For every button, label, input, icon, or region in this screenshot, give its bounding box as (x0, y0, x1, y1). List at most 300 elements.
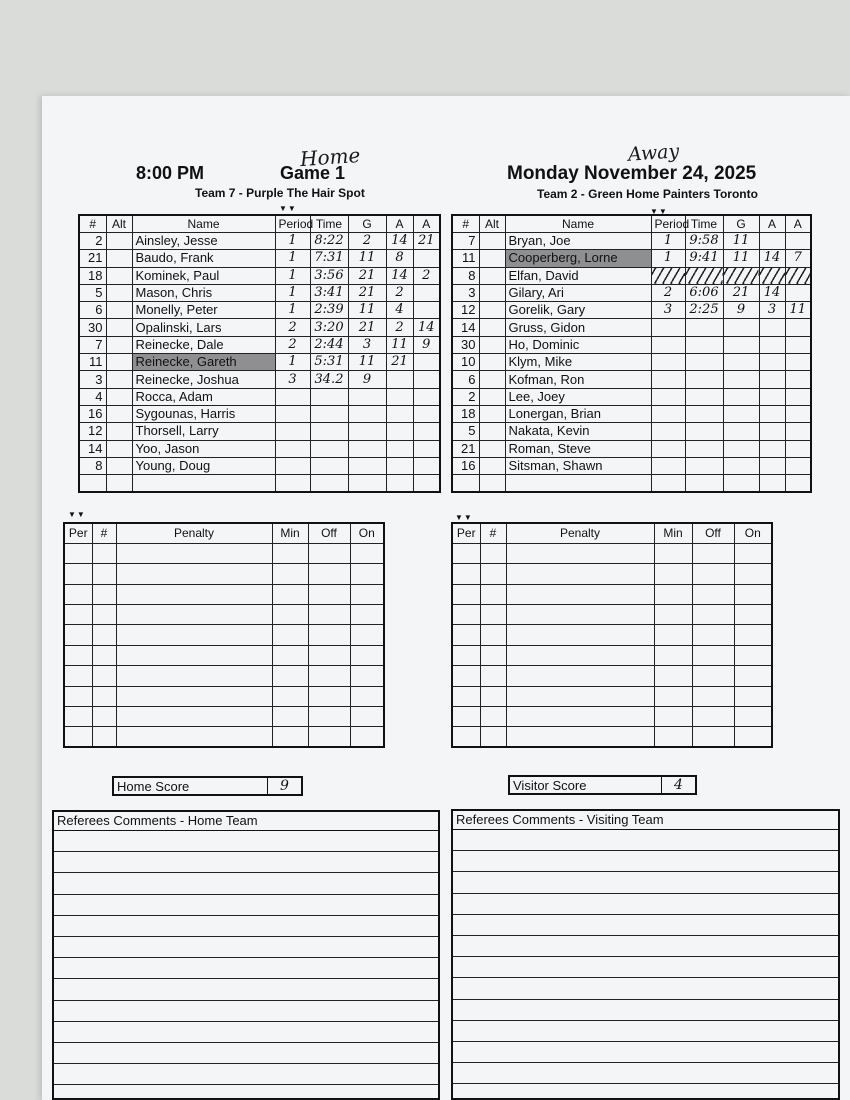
comment-line (453, 1021, 838, 1042)
goal-time (685, 440, 723, 457)
goal-a2: 21 (413, 233, 440, 250)
goal-a1: 11 (386, 336, 413, 353)
table-row (452, 233, 811, 250)
visiting-comments-box (451, 809, 840, 1100)
alt-cell (106, 284, 132, 301)
alt-cell (106, 233, 132, 250)
goal-time (310, 440, 348, 457)
goal-a2 (413, 250, 440, 267)
goal-g (723, 354, 759, 371)
column-header: Per (452, 523, 480, 543)
penalty-cell (480, 666, 506, 686)
home-penalty-table (63, 522, 385, 748)
comment-line (453, 936, 838, 957)
goal-a2 (785, 440, 811, 457)
alt-cell (479, 371, 505, 388)
penalty-cell (480, 564, 506, 584)
goal-time (685, 319, 723, 336)
column-header: # (452, 215, 479, 233)
table-row (64, 584, 384, 604)
goal-a2 (413, 284, 440, 301)
penalty-cell (308, 727, 350, 747)
goal-a1 (386, 457, 413, 474)
player-number: 5 (452, 423, 479, 440)
column-header: Alt (106, 215, 132, 233)
column-header: # (480, 523, 506, 543)
goal-period (275, 457, 310, 474)
table-row (64, 625, 384, 645)
column-header: Period (275, 215, 310, 233)
goal-a2: 2 (413, 267, 440, 284)
comment-line (54, 895, 438, 916)
alt-cell (106, 336, 132, 353)
table-row (79, 354, 440, 371)
goal-a1 (759, 423, 785, 440)
goal-period (651, 423, 685, 440)
goal-time (310, 423, 348, 440)
goal-g (723, 388, 759, 405)
table-row (452, 666, 772, 686)
penalty-cell (116, 625, 272, 645)
goal-time: 6:06 (685, 284, 723, 301)
penalty-cell (734, 727, 772, 747)
player-number: 8 (452, 267, 479, 284)
goal-g: 21 (348, 267, 386, 284)
goal-a1: 8 (386, 250, 413, 267)
penalty-cell (734, 645, 772, 665)
penalty-cell (480, 584, 506, 604)
goal-time (685, 457, 723, 474)
comment-line (453, 872, 838, 893)
table-row (452, 645, 772, 665)
goal-g (723, 371, 759, 388)
goal-g (723, 319, 759, 336)
goal-g (723, 440, 759, 457)
penalty-cell (272, 625, 308, 645)
table-row (79, 319, 440, 336)
penalty-cell (480, 605, 506, 625)
goal-time (685, 267, 723, 284)
player-number: 7 (79, 336, 106, 353)
goal-a1: 21 (386, 354, 413, 371)
game-number: Game 1 (280, 163, 346, 183)
penalty-cell (308, 584, 350, 604)
penalty-cell (350, 584, 384, 604)
table-row (79, 267, 440, 284)
goal-g: 3 (348, 336, 386, 353)
column-header: A (785, 215, 811, 233)
home-score-value: 9 (280, 778, 289, 794)
goal-period (651, 388, 685, 405)
column-header: On (734, 523, 772, 543)
penalty-cell (480, 625, 506, 645)
penalty-cell (92, 707, 116, 727)
player-number: 3 (452, 284, 479, 301)
goal-a1 (759, 233, 785, 250)
table-header-row (452, 523, 772, 543)
table-row (64, 645, 384, 665)
goal-period (651, 336, 685, 353)
alt-cell (106, 302, 132, 319)
penalty-cell (480, 707, 506, 727)
goal-period (275, 475, 310, 492)
column-header: Time (685, 215, 723, 233)
player-name: Thorsell, Larry (132, 423, 275, 440)
table-row (64, 727, 384, 747)
goal-period: 1 (275, 284, 310, 301)
goal-time (310, 457, 348, 474)
alt-cell (479, 250, 505, 267)
penalty-cell (654, 584, 692, 604)
visitor-score-value: 4 (674, 777, 683, 793)
goal-a2: 11 (785, 302, 811, 319)
goal-period (275, 423, 310, 440)
penalty-cell (350, 666, 384, 686)
comment-line (54, 1001, 438, 1022)
player-number: 6 (452, 371, 479, 388)
penalty-cell (64, 686, 92, 706)
goal-g: 9 (723, 302, 759, 319)
goal-time: 2:44 (310, 336, 348, 353)
player-name: Gorelik, Gary (505, 302, 651, 319)
penalty-cell (654, 605, 692, 625)
goal-g: 11 (348, 302, 386, 319)
alt-cell (479, 284, 505, 301)
penalty-cell (506, 584, 654, 604)
away-roster-table (451, 214, 812, 493)
column-header: Penalty (506, 523, 654, 543)
penalty-cell (506, 625, 654, 645)
goal-a1 (386, 423, 413, 440)
goal-time: 3:56 (310, 267, 348, 284)
alt-cell (479, 233, 505, 250)
table-row (79, 371, 440, 388)
table-row (79, 475, 440, 492)
goal-time: 2:39 (310, 302, 348, 319)
table-row (452, 727, 772, 747)
comment-line (54, 831, 438, 852)
penalty-cell (92, 727, 116, 747)
player-name: Klym, Mike (505, 354, 651, 371)
goal-a2 (785, 319, 811, 336)
penalty-cell (452, 605, 480, 625)
goal-g (348, 475, 386, 492)
penalty-cell (506, 605, 654, 625)
goal-time: 7:31 (310, 250, 348, 267)
comment-line (54, 1022, 438, 1043)
comment-line (453, 830, 838, 851)
goal-period: 1 (275, 233, 310, 250)
goal-time (685, 336, 723, 353)
table-row (452, 475, 811, 492)
comment-line (453, 894, 838, 915)
goal-g: 21 (723, 284, 759, 301)
table-row (452, 354, 811, 371)
penalty-cell (480, 686, 506, 706)
player-name: Monelly, Peter (132, 302, 275, 319)
alt-cell (106, 475, 132, 492)
player-number: 6 (79, 302, 106, 319)
column-header: Off (308, 523, 350, 543)
table-row (452, 457, 811, 474)
goal-period (651, 267, 685, 284)
game-date: Monday November 24, 2025 (507, 163, 757, 184)
penalty-cell (92, 666, 116, 686)
goal-a2 (785, 405, 811, 422)
penalty-cell (692, 645, 734, 665)
penalty-cell (480, 727, 506, 747)
goal-g: 2 (348, 233, 386, 250)
player-name: Young, Doug (132, 457, 275, 474)
player-name: Mason, Chris (132, 284, 275, 301)
penalty-cell (308, 707, 350, 727)
table-row (79, 440, 440, 457)
table-row (79, 457, 440, 474)
goal-a2 (785, 284, 811, 301)
penalty-cell (654, 686, 692, 706)
goal-g (348, 388, 386, 405)
player-name: Kofman, Ron (505, 371, 651, 388)
comment-line (54, 916, 438, 937)
goal-time (685, 354, 723, 371)
penalty-cell (480, 543, 506, 563)
penalty-cell (692, 625, 734, 645)
goal-time: 3:41 (310, 284, 348, 301)
player-number: 30 (452, 336, 479, 353)
penalty-cell (272, 727, 308, 747)
penalty-cell (452, 666, 480, 686)
visitor-score-label: Visitor Score (510, 777, 662, 793)
goal-a2 (413, 475, 440, 492)
goal-a1: 14 (759, 250, 785, 267)
goal-a1 (759, 371, 785, 388)
player-number: 4 (79, 388, 106, 405)
penalty-cell (692, 707, 734, 727)
penalty-cell (64, 666, 92, 686)
penalty-cell (734, 686, 772, 706)
comment-line (453, 1063, 838, 1084)
player-number: 18 (452, 405, 479, 422)
comment-line (54, 937, 438, 958)
goal-time: 2:25 (685, 302, 723, 319)
goal-time (685, 475, 723, 492)
goal-period: 3 (275, 371, 310, 388)
penalty-cell (350, 686, 384, 706)
goal-g: 11 (723, 250, 759, 267)
penalty-cell (506, 686, 654, 706)
player-name: Baudo, Frank (132, 250, 275, 267)
penalty-cell (272, 666, 308, 686)
goal-g: 11 (723, 233, 759, 250)
penalty-cell (692, 605, 734, 625)
column-header: Min (272, 523, 308, 543)
penalty-cell (452, 686, 480, 706)
penalty-cell (92, 686, 116, 706)
column-header: On (350, 523, 384, 543)
penalty-cell (92, 625, 116, 645)
penalty-cell (734, 666, 772, 686)
comment-line (453, 1000, 838, 1021)
goal-time (310, 405, 348, 422)
player-name: Ainsley, Jesse (132, 233, 275, 250)
penalty-cell (692, 543, 734, 563)
penalty-cell (452, 584, 480, 604)
column-header: Name (132, 215, 275, 233)
penalty-cell (452, 727, 480, 747)
penalty-cell (480, 645, 506, 665)
table-row (452, 564, 772, 584)
column-header: Min (654, 523, 692, 543)
player-number: 8 (79, 457, 106, 474)
penalty-cell (64, 584, 92, 604)
penalty-cell (692, 666, 734, 686)
home-comments-box (52, 810, 440, 1100)
player-name: Reinecke, Dale (132, 336, 275, 353)
penalty-cell (452, 564, 480, 584)
player-number: 3 (79, 371, 106, 388)
table-row (452, 319, 811, 336)
penalty-cell (308, 686, 350, 706)
goal-period: 1 (275, 267, 310, 284)
penalty-cell (734, 625, 772, 645)
player-name: Yoo, Jason (132, 440, 275, 457)
goal-g: 9 (348, 371, 386, 388)
goal-a1: 14 (759, 284, 785, 301)
table-row (79, 423, 440, 440)
penalty-cell (692, 727, 734, 747)
column-header: Name (505, 215, 651, 233)
penalty-cell (64, 625, 92, 645)
player-number (452, 475, 479, 492)
goal-a1 (386, 440, 413, 457)
penalty-cell (272, 707, 308, 727)
table-row (452, 336, 811, 353)
penalty-cell (272, 584, 308, 604)
table-row (79, 284, 440, 301)
table-header-row (79, 215, 440, 233)
table-row (452, 625, 772, 645)
penalty-cell (116, 584, 272, 604)
goal-a2 (785, 354, 811, 371)
away-penalty-table (451, 522, 773, 748)
column-header: # (79, 215, 106, 233)
goal-time (310, 475, 348, 492)
player-number: 10 (452, 354, 479, 371)
player-name: Gruss, Gidon (505, 319, 651, 336)
player-number: 11 (79, 354, 106, 371)
penalty-cell (64, 727, 92, 747)
player-name: Kominek, Paul (132, 267, 275, 284)
comment-line (54, 1064, 438, 1085)
player-name: Rocca, Adam (132, 388, 275, 405)
goal-time: 8:22 (310, 233, 348, 250)
penalty-cell (506, 727, 654, 747)
penalty-cell (64, 564, 92, 584)
goal-a1 (759, 267, 785, 284)
table-row (64, 686, 384, 706)
comment-line (453, 915, 838, 936)
penalty-cell (350, 645, 384, 665)
table-row (452, 584, 772, 604)
arrow-down-icon: ▼▼ (279, 204, 297, 213)
player-name: Sitsman, Shawn (505, 457, 651, 474)
goal-g (723, 405, 759, 422)
penalty-cell (64, 605, 92, 625)
goal-a1: 14 (386, 267, 413, 284)
goal-period: 1 (275, 302, 310, 319)
alt-cell (479, 267, 505, 284)
player-number: 16 (452, 457, 479, 474)
penalty-cell (92, 543, 116, 563)
table-header-row (452, 215, 811, 233)
table-row (79, 233, 440, 250)
home-comments-title: Referees Comments - Home Team (54, 812, 438, 831)
goal-g: 11 (348, 354, 386, 371)
goal-a2: 14 (413, 319, 440, 336)
penalty-cell (452, 707, 480, 727)
player-number: 11 (452, 250, 479, 267)
arrow-down-icon: ▼▼ (68, 510, 86, 519)
table-row (452, 405, 811, 422)
goal-a1: 2 (386, 319, 413, 336)
goal-a1: 3 (759, 302, 785, 319)
goal-a2 (785, 267, 811, 284)
goal-a1 (759, 388, 785, 405)
goal-a2 (413, 388, 440, 405)
goal-a2 (785, 457, 811, 474)
arrow-down-icon: ▼▼ (650, 207, 668, 216)
goal-time (685, 371, 723, 388)
goal-period (651, 319, 685, 336)
goal-g (348, 423, 386, 440)
player-name: Bryan, Joe (505, 233, 651, 250)
table-row (64, 564, 384, 584)
penalty-cell (452, 645, 480, 665)
goal-period: 1 (275, 250, 310, 267)
penalty-cell (506, 564, 654, 584)
goal-g (723, 267, 759, 284)
table-row (452, 686, 772, 706)
penalty-cell (692, 686, 734, 706)
table-row (79, 250, 440, 267)
goal-a1 (386, 388, 413, 405)
penalty-cell (272, 605, 308, 625)
goal-a1 (386, 405, 413, 422)
comment-line (54, 1043, 438, 1064)
penalty-cell (350, 727, 384, 747)
penalty-cell (308, 666, 350, 686)
goal-g (723, 423, 759, 440)
goal-a2 (413, 405, 440, 422)
away-handwritten-label: Away (627, 140, 680, 166)
alt-cell (106, 250, 132, 267)
penalty-cell (452, 625, 480, 645)
goal-period (651, 475, 685, 492)
goal-a2 (413, 302, 440, 319)
goal-period (275, 440, 310, 457)
penalty-cell (92, 584, 116, 604)
penalty-cell (734, 707, 772, 727)
goal-time: 9:41 (685, 250, 723, 267)
penalty-cell (506, 645, 654, 665)
alt-cell (106, 388, 132, 405)
goal-period (651, 440, 685, 457)
home-score-label: Home Score (114, 778, 268, 794)
penalty-cell (116, 543, 272, 563)
goal-period: 1 (275, 354, 310, 371)
goal-period: 1 (651, 250, 685, 267)
column-header: Per (64, 523, 92, 543)
